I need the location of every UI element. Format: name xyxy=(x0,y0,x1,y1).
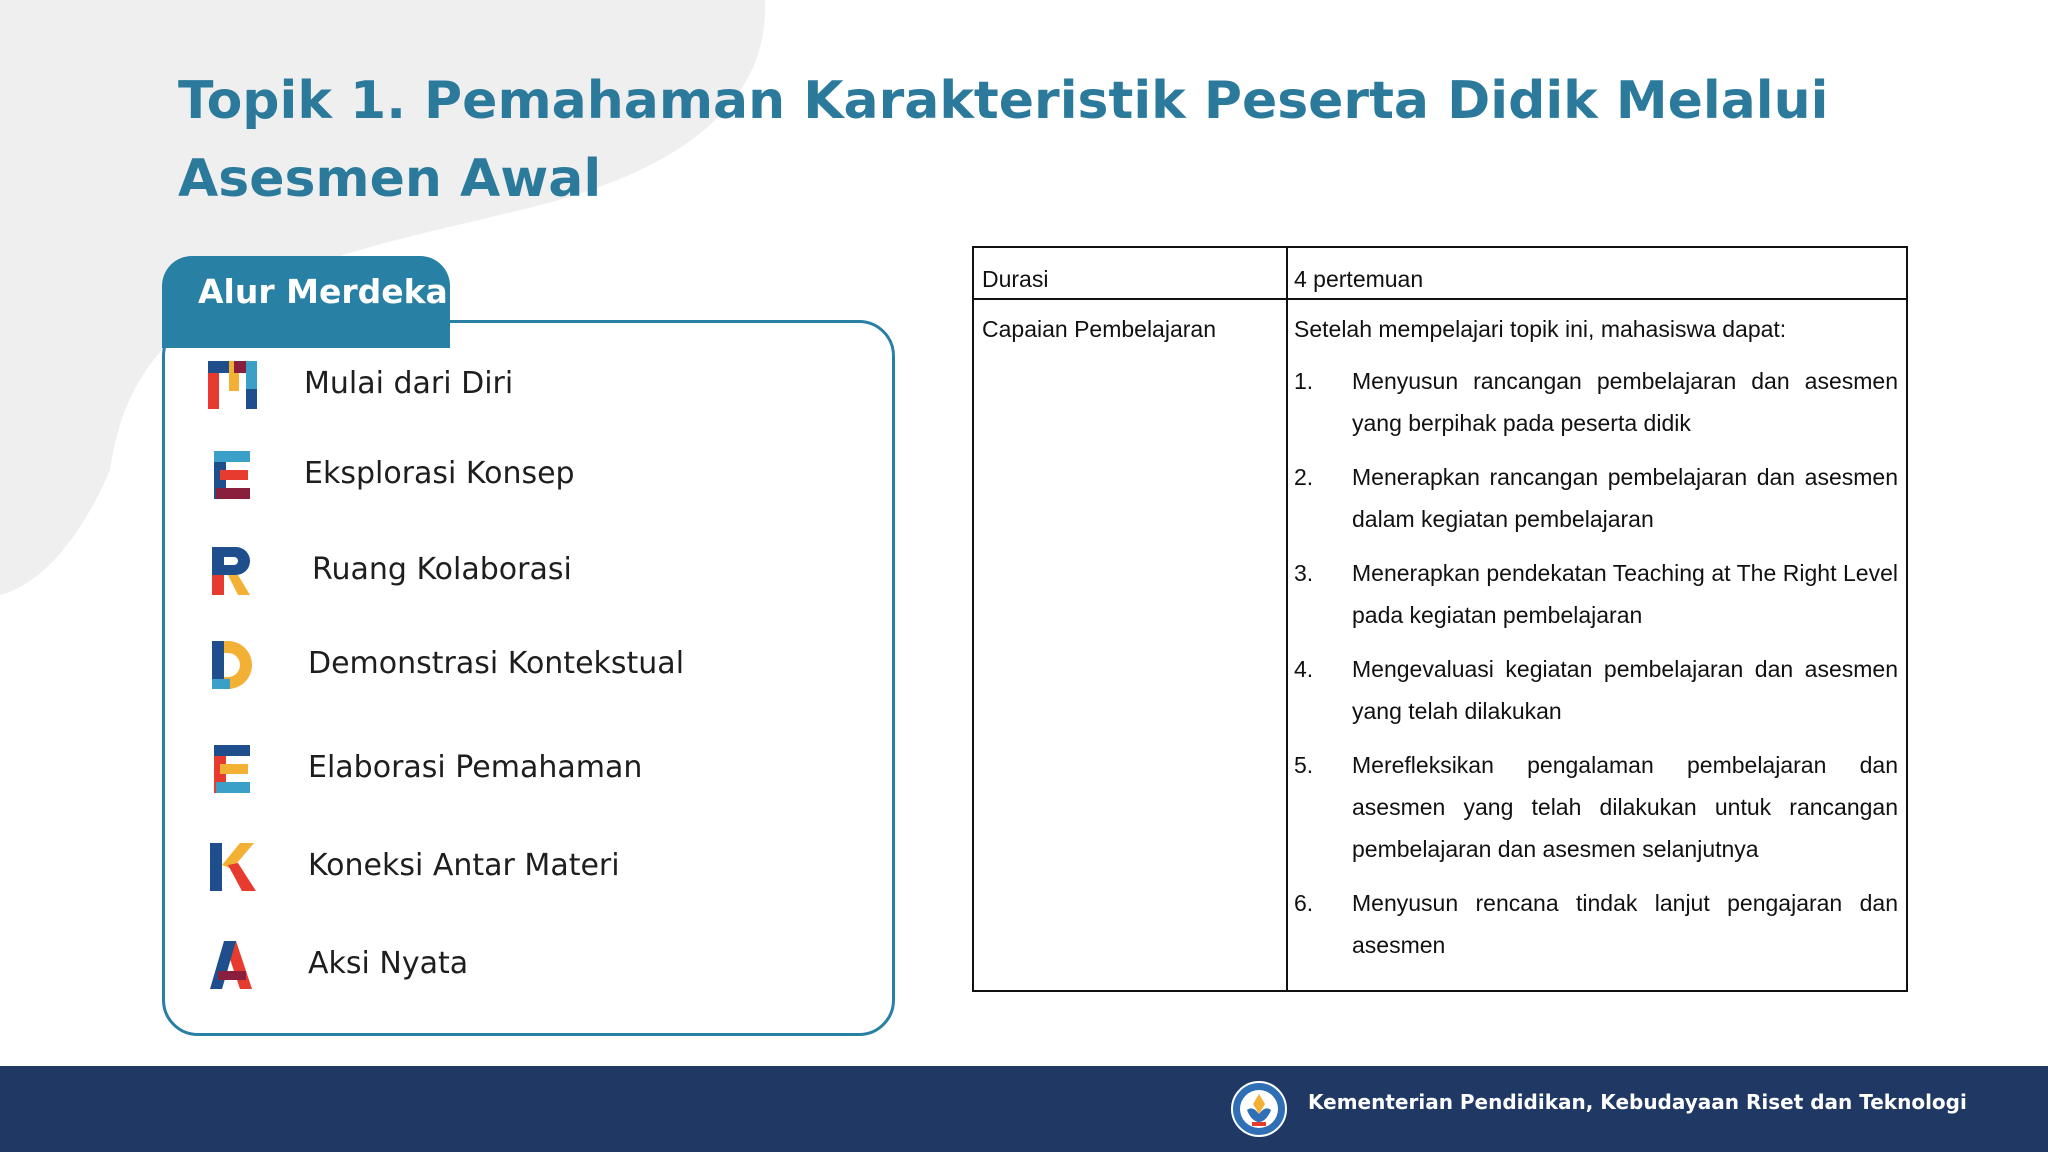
letter-m-icon xyxy=(204,353,260,413)
letter-a-icon xyxy=(204,933,260,993)
alur-item-eksplorasi-konsep xyxy=(204,438,575,508)
alur-item-demonstrasi-kontekstual xyxy=(204,628,684,698)
alur-item-label: Eksplorasi Konsep xyxy=(304,455,575,491)
objective-text: Merefleksikan pengalaman pembelajaran dan asesmen yang telah dilakukan untuk rancangan pembelajaran dan asesmen selanjutnya xyxy=(1352,752,1898,862)
objective-number: 6. xyxy=(1294,890,1314,916)
page-title: Topik 1. Pemahaman Karakteristik Peserta Didik Melalui Asesmen Awal xyxy=(178,71,1829,209)
table-column-divider xyxy=(1286,248,1288,990)
objective-text: Menerapkan rancangan pembelajaran dan asesmen dalam kegiatan pembelajaran xyxy=(1352,464,1898,532)
footer-bar xyxy=(0,1066,2048,1152)
alur-merdeka-heading: Alur Merdeka xyxy=(162,256,450,348)
list-item xyxy=(1294,744,1898,870)
alur-item-koneksi-antar-materi xyxy=(204,830,620,900)
objective-number: 5. xyxy=(1294,752,1314,778)
ministry-name: Kementerian Pendidikan, Kebudayaan Riset dan Teknologi xyxy=(1308,1090,1967,1114)
learning-objectives-list xyxy=(1294,360,1898,978)
objective-text: Menerapkan pendekatan Teaching at The Right Level pada kegiatan pembelajaran xyxy=(1352,560,1898,628)
duration-value: 4 pertemuan xyxy=(1294,266,1424,292)
alur-item-label: Demonstrasi Kontekstual xyxy=(308,645,685,681)
letter-r-icon xyxy=(204,539,260,599)
tut-wuri-handayani-logo xyxy=(1230,1080,1288,1138)
course-info-table xyxy=(972,246,1908,992)
alur-item-label: Elaborasi Pemahaman xyxy=(308,749,643,785)
alur-item-label: Mulai dari Diri xyxy=(304,365,514,401)
alur-item-elaborasi-pemahaman xyxy=(204,732,642,802)
alur-item-mulai-dari-diri xyxy=(204,348,513,418)
list-item xyxy=(1294,648,1898,732)
alur-item-label: Ruang Kolaborasi xyxy=(312,551,572,587)
objective-text: Menyusun rencana tindak lanjut pengajaran dan asesmen xyxy=(1352,890,1898,958)
objective-number: 4. xyxy=(1294,656,1314,682)
duration-label: Durasi xyxy=(982,266,1049,292)
letter-d-icon xyxy=(204,633,260,693)
list-item xyxy=(1294,456,1898,540)
table-row-divider xyxy=(974,298,1906,300)
alur-item-ruang-kolaborasi xyxy=(204,534,572,604)
letter-e-icon xyxy=(204,443,260,503)
list-item xyxy=(1294,360,1898,444)
learning-outcomes-intro: Setelah mempelajari topik ini, mahasiswa dapat: xyxy=(1294,316,1787,342)
objective-text: Menyusun rancangan pembelajaran dan asesmen yang berpihak pada peserta didik xyxy=(1352,368,1898,436)
alur-item-aksi-nyata xyxy=(204,928,468,998)
alur-item-label: Koneksi Antar Materi xyxy=(308,847,620,883)
learning-outcomes-label: Capaian Pembelajaran xyxy=(982,316,1216,342)
objective-number: 1. xyxy=(1294,368,1314,394)
letter-k-icon xyxy=(204,835,260,895)
alur-item-label: Aksi Nyata xyxy=(308,945,469,981)
objective-text: Mengevaluasi kegiatan pembelajaran dan asesmen yang telah dilakukan xyxy=(1352,656,1898,724)
objective-number: 3. xyxy=(1294,560,1314,586)
list-item xyxy=(1294,882,1898,966)
list-item xyxy=(1294,552,1898,636)
objective-number: 2. xyxy=(1294,464,1314,490)
letter-e-icon xyxy=(204,737,260,797)
